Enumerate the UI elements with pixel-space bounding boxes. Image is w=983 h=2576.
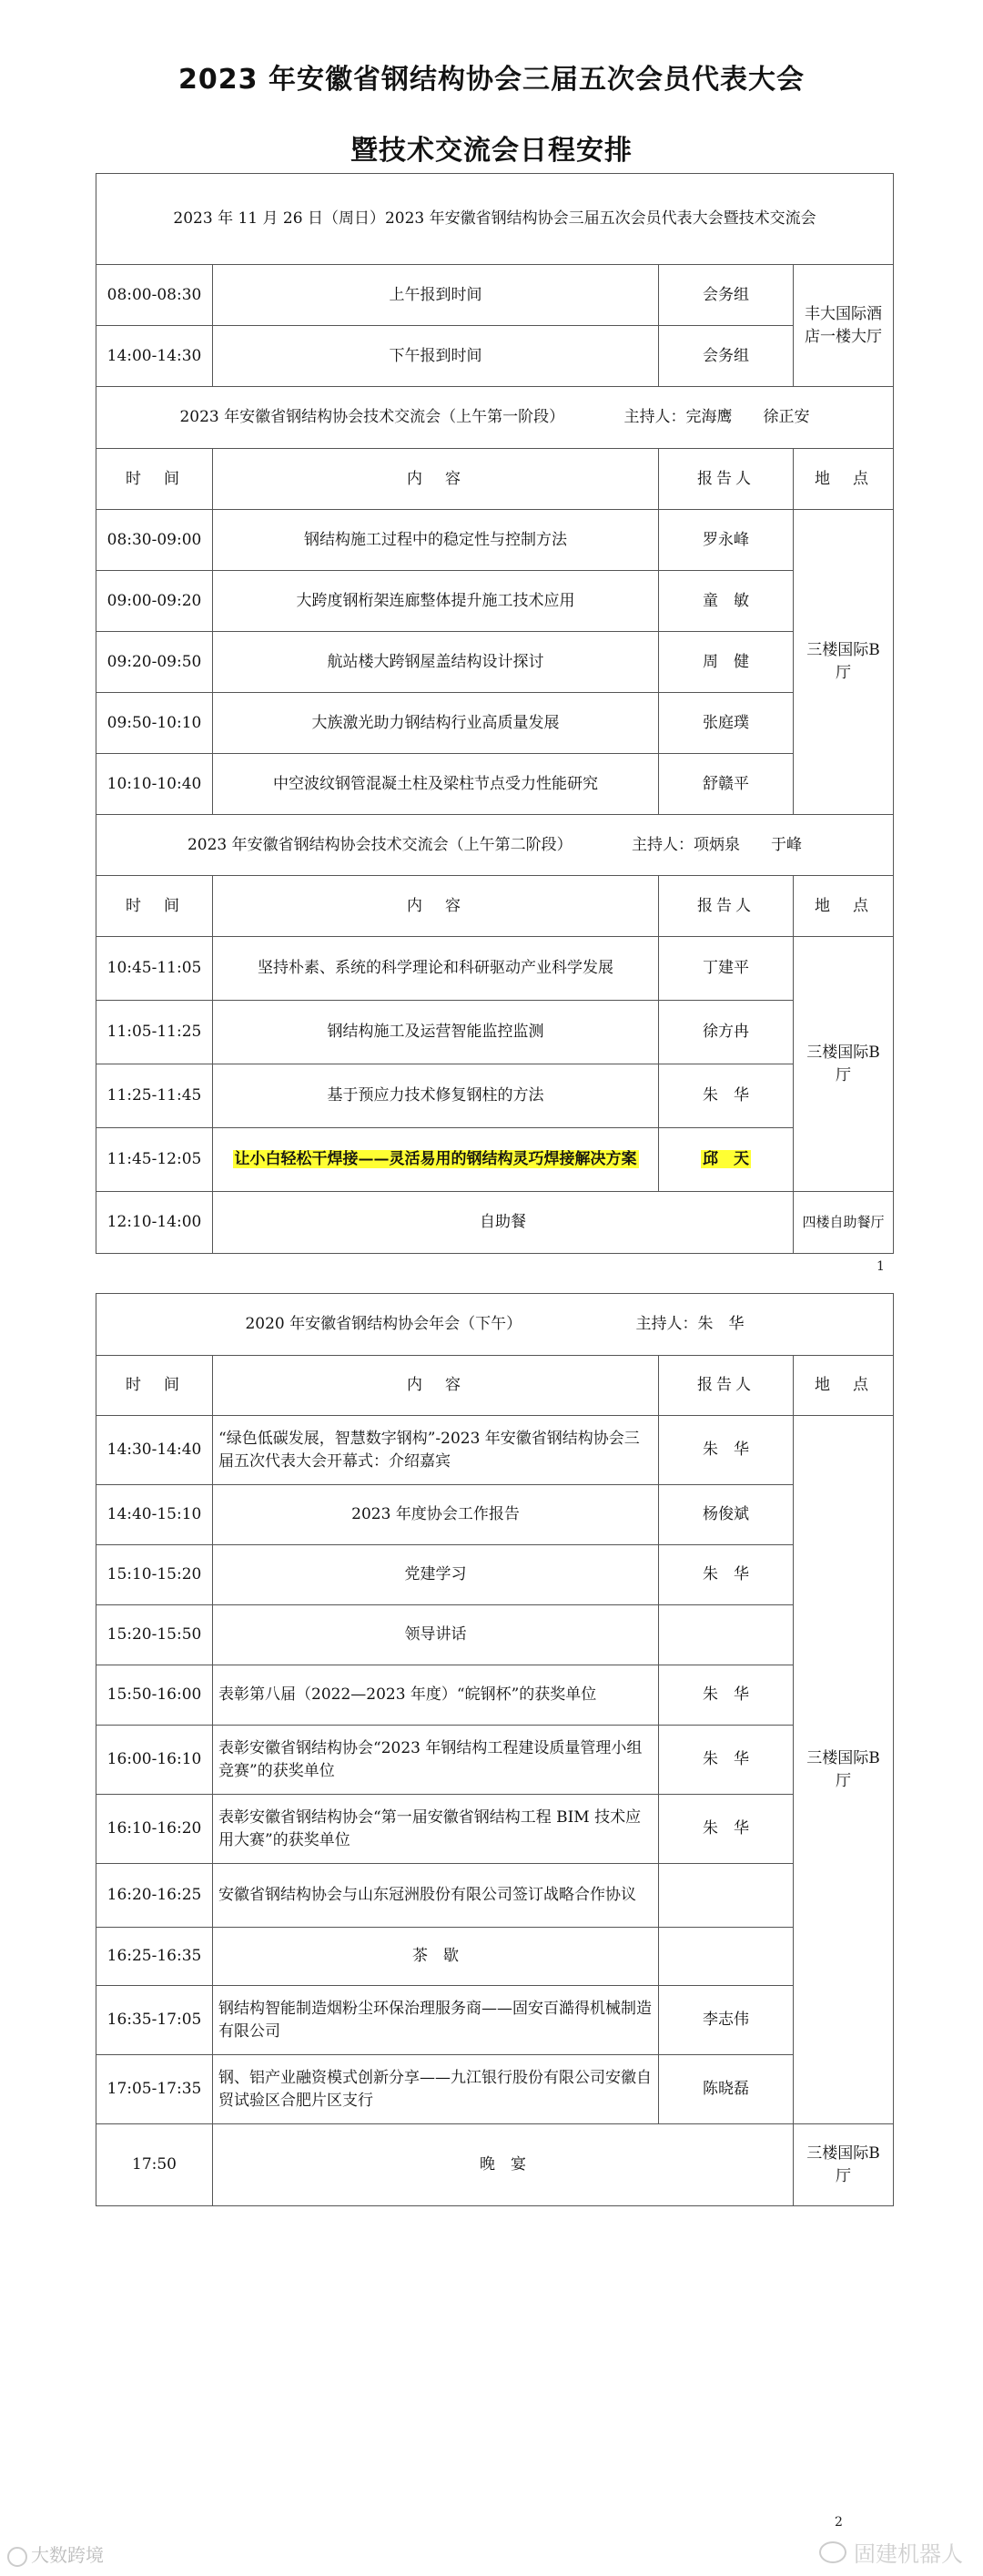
- table-row: [96, 1001, 894, 1064]
- page-number: 2: [835, 2515, 843, 2530]
- header-speaker: 报告人: [659, 876, 794, 937]
- speaker-cell: 童 敏: [659, 571, 794, 632]
- time-cell: 15:50-16:00: [96, 1665, 213, 1726]
- content-cell: 航站楼大跨钢屋盖结构设计探讨: [213, 632, 659, 693]
- place-cell: 三楼国际B 厅: [794, 2124, 894, 2206]
- highlighted-content: 让小白轻松干焊接——灵活易用的钢结构灵巧焊接解决方案: [234, 1150, 637, 1169]
- speaker-cell: 朱 华: [659, 1416, 794, 1485]
- speaker-cell: 杨俊斌: [659, 1485, 794, 1545]
- table-row: [96, 693, 894, 754]
- table-row: [96, 265, 894, 326]
- speaker-cell: 会务组: [659, 326, 794, 387]
- time-cell: 10:10-10:40: [96, 754, 213, 815]
- table-row: [96, 1416, 894, 1485]
- time-cell: 14:30-14:40: [96, 1416, 213, 1485]
- wechat-icon: [819, 2541, 846, 2563]
- table-row: [96, 1192, 894, 1254]
- content-cell: 党建学习: [213, 1545, 659, 1605]
- header-time: 时 间: [96, 449, 213, 510]
- session-host: 主持人：完海鹰 徐正安: [623, 408, 810, 427]
- table-row: [96, 754, 894, 815]
- content-cell: 大族激光助力钢结构行业高质量发展: [213, 693, 659, 754]
- table-row: [96, 326, 894, 387]
- time-cell: 14:40-15:10: [96, 1485, 213, 1545]
- content-cell: 钢、铝产业融资模式创新分享——九江银行股份有限公司安徽自贸试验区合肥片区支行: [213, 2055, 659, 2124]
- document-title-line2: 暨技术交流会日程安排: [350, 135, 633, 167]
- time-cell: 14:00-14:30: [96, 326, 213, 387]
- session-title: 2023 年安徽省钢结构协会技术交流会（上午第二阶段）: [187, 835, 573, 854]
- place-cell: 三楼国际B 厅: [794, 1416, 894, 2124]
- header-speaker: 报告人: [659, 449, 794, 510]
- watermark-left-text: 大数跨境: [31, 2544, 104, 2566]
- watermark-left: [7, 2540, 104, 2567]
- table-row: [96, 1665, 894, 1726]
- place-cell: 三楼国际B 厅: [794, 937, 894, 1192]
- content-cell: 钢结构施工及运营智能监控监测: [213, 1001, 659, 1064]
- time-cell: 16:20-16:25: [96, 1864, 213, 1928]
- speaker-cell: 朱 华: [659, 1064, 794, 1128]
- content-cell: 表彰安徽省钢结构协会“2023 年钢结构工程建设质量管理小组竞赛”的获奖单位: [213, 1726, 659, 1795]
- content-cell: 中空波纹钢管混凝土柱及梁柱节点受力性能研究: [213, 754, 659, 815]
- content-cell: “绿色低碳发展，智慧数字钢构”-2023 年安徽省钢结构协会三届五次代表大会开幕式：介绍嘉宾: [213, 1416, 659, 1485]
- watermark-logo-icon: [7, 2547, 27, 2567]
- header-place: 地 点: [794, 1356, 894, 1416]
- header-time: 时 间: [96, 876, 213, 937]
- speaker-cell: 周 健: [659, 632, 794, 693]
- header-speaker: 报告人: [659, 1356, 794, 1416]
- place-cell: 四楼自助餐厅: [794, 1192, 894, 1254]
- content-cell: 表彰第八届（2022—2023 年度）“皖钢杯”的获奖单位: [213, 1665, 659, 1726]
- header-time: 时 间: [96, 1356, 213, 1416]
- watermark-right-text: 固建机器人: [854, 2541, 963, 2567]
- time-cell: 17:50: [96, 2124, 213, 2206]
- table-row: [96, 571, 894, 632]
- time-cell: 09:00-09:20: [96, 571, 213, 632]
- table-row: [96, 1545, 894, 1605]
- speaker-cell: 朱 华: [659, 1795, 794, 1864]
- content-cell: 领导讲话: [213, 1605, 659, 1665]
- content-cell: 下午报到时间: [213, 326, 659, 387]
- table-row: [96, 1485, 894, 1545]
- content-cell: 安徽省钢结构协会与山东冠洲股份有限公司签订战略合作协议: [213, 1864, 659, 1928]
- header-place: 地 点: [794, 449, 894, 510]
- speaker-cell: 朱 华: [659, 1726, 794, 1795]
- speaker-cell: 李志伟: [659, 1986, 794, 2055]
- time-cell: 11:25-11:45: [96, 1064, 213, 1128]
- table-row: [96, 1795, 894, 1864]
- speaker-cell: 朱 华: [659, 1545, 794, 1605]
- speaker-cell: 陈晓磊: [659, 2055, 794, 2124]
- session-title: 2020 年安徽省钢结构协会年会（下午）: [245, 1315, 522, 1334]
- speaker-cell: 朱 华: [659, 1665, 794, 1726]
- schedule-table-page1: [96, 173, 894, 1254]
- table-row: [96, 1605, 894, 1665]
- speaker-cell: 张庭璞: [659, 693, 794, 754]
- table-row: [96, 2124, 894, 2206]
- time-cell: 12:10-14:00: [96, 1192, 213, 1254]
- document-title-line1: 2023 年安徽省钢结构协会三届五次会员代表大会: [178, 64, 805, 96]
- header-row: [96, 1356, 894, 1416]
- banner-row: [96, 174, 894, 265]
- header-place: 地 点: [794, 876, 894, 937]
- session-title-row: [96, 387, 894, 449]
- content-cell: 晚 宴: [213, 2124, 794, 2206]
- time-cell: 16:35-17:05: [96, 1986, 213, 2055]
- time-cell: 15:20-15:50: [96, 1605, 213, 1665]
- table-row: [96, 1864, 894, 1928]
- table-row: [96, 1726, 894, 1795]
- table-row-highlighted: [96, 1128, 894, 1192]
- time-cell: 10:45-11:05: [96, 937, 213, 1001]
- speaker-cell: 舒赣平: [659, 754, 794, 815]
- speaker-cell: 丁建平: [659, 937, 794, 1001]
- session-title-row: [96, 1294, 894, 1356]
- table-row: [96, 1928, 894, 1986]
- place-cell: 丰大国际酒店一楼大厅: [794, 265, 894, 387]
- time-cell: 17:05-17:35: [96, 2055, 213, 2124]
- time-cell: 09:50-10:10: [96, 693, 213, 754]
- table-row: [96, 1986, 894, 2055]
- content-cell: 茶 歇: [213, 1928, 659, 1986]
- time-cell: 11:45-12:05: [96, 1128, 213, 1192]
- speaker-cell: [659, 1864, 794, 1928]
- table-row: [96, 937, 894, 1001]
- session-host: 主持人：朱 华: [635, 1315, 745, 1334]
- header-row: [96, 449, 894, 510]
- header-content: 内 容: [213, 1356, 659, 1416]
- table-row: [96, 510, 894, 571]
- page-number: 1: [877, 1259, 885, 1274]
- time-cell: 16:25-16:35: [96, 1928, 213, 1986]
- content-cell: 大跨度钢桁架连廊整体提升施工技术应用: [213, 571, 659, 632]
- time-cell: 08:00-08:30: [96, 265, 213, 326]
- content-cell: 钢结构智能制造烟粉尘环保治理服务商——固安百澔得机械制造有限公司: [213, 1986, 659, 2055]
- session-title-row: [96, 815, 894, 876]
- banner-text: 2023 年 11 月 26 日（周日）2023 年安徽省钢结构协会三届五次会员代表大会暨技术交流会: [96, 174, 894, 265]
- content-cell: 坚持朴素、系统的科学理论和科研驱动产业科学发展: [213, 937, 659, 1001]
- speaker-cell: [659, 1605, 794, 1665]
- watermark-right: [819, 2536, 963, 2568]
- session-title: 2023 年安徽省钢结构协会技术交流会（上午第一阶段）: [179, 408, 565, 427]
- table-row: [96, 2055, 894, 2124]
- time-cell: 16:10-16:20: [96, 1795, 213, 1864]
- time-cell: 16:00-16:10: [96, 1726, 213, 1795]
- content-cell: 自助餐: [213, 1192, 794, 1254]
- place-cell: 三楼国际B 厅: [794, 510, 894, 815]
- speaker-cell: 罗永峰: [659, 510, 794, 571]
- time-cell: 08:30-09:00: [96, 510, 213, 571]
- content-cell: 上午报到时间: [213, 265, 659, 326]
- time-cell: 11:05-11:25: [96, 1001, 213, 1064]
- content-cell: 基于预应力技术修复钢柱的方法: [213, 1064, 659, 1128]
- highlighted-speaker: 邱 天: [703, 1150, 749, 1169]
- speaker-cell: [659, 1928, 794, 1986]
- content-cell: 表彰安徽省钢结构协会“第一届安徽省钢结构工程 BIM 技术应用大赛”的获奖单位: [213, 1795, 659, 1864]
- header-row: [96, 876, 894, 937]
- session-host: 主持人：项炳泉 于峰: [632, 835, 803, 854]
- content-cell: 钢结构施工过程中的稳定性与控制方法: [213, 510, 659, 571]
- header-content: 内 容: [213, 876, 659, 937]
- table-row: [96, 632, 894, 693]
- speaker-cell: 徐方冉: [659, 1001, 794, 1064]
- time-cell: 09:20-09:50: [96, 632, 213, 693]
- schedule-table-page2: [96, 1293, 894, 2206]
- content-cell: 2023 年度协会工作报告: [213, 1485, 659, 1545]
- table-row: [96, 1064, 894, 1128]
- speaker-cell: 会务组: [659, 265, 794, 326]
- header-content: 内 容: [213, 449, 659, 510]
- time-cell: 15:10-15:20: [96, 1545, 213, 1605]
